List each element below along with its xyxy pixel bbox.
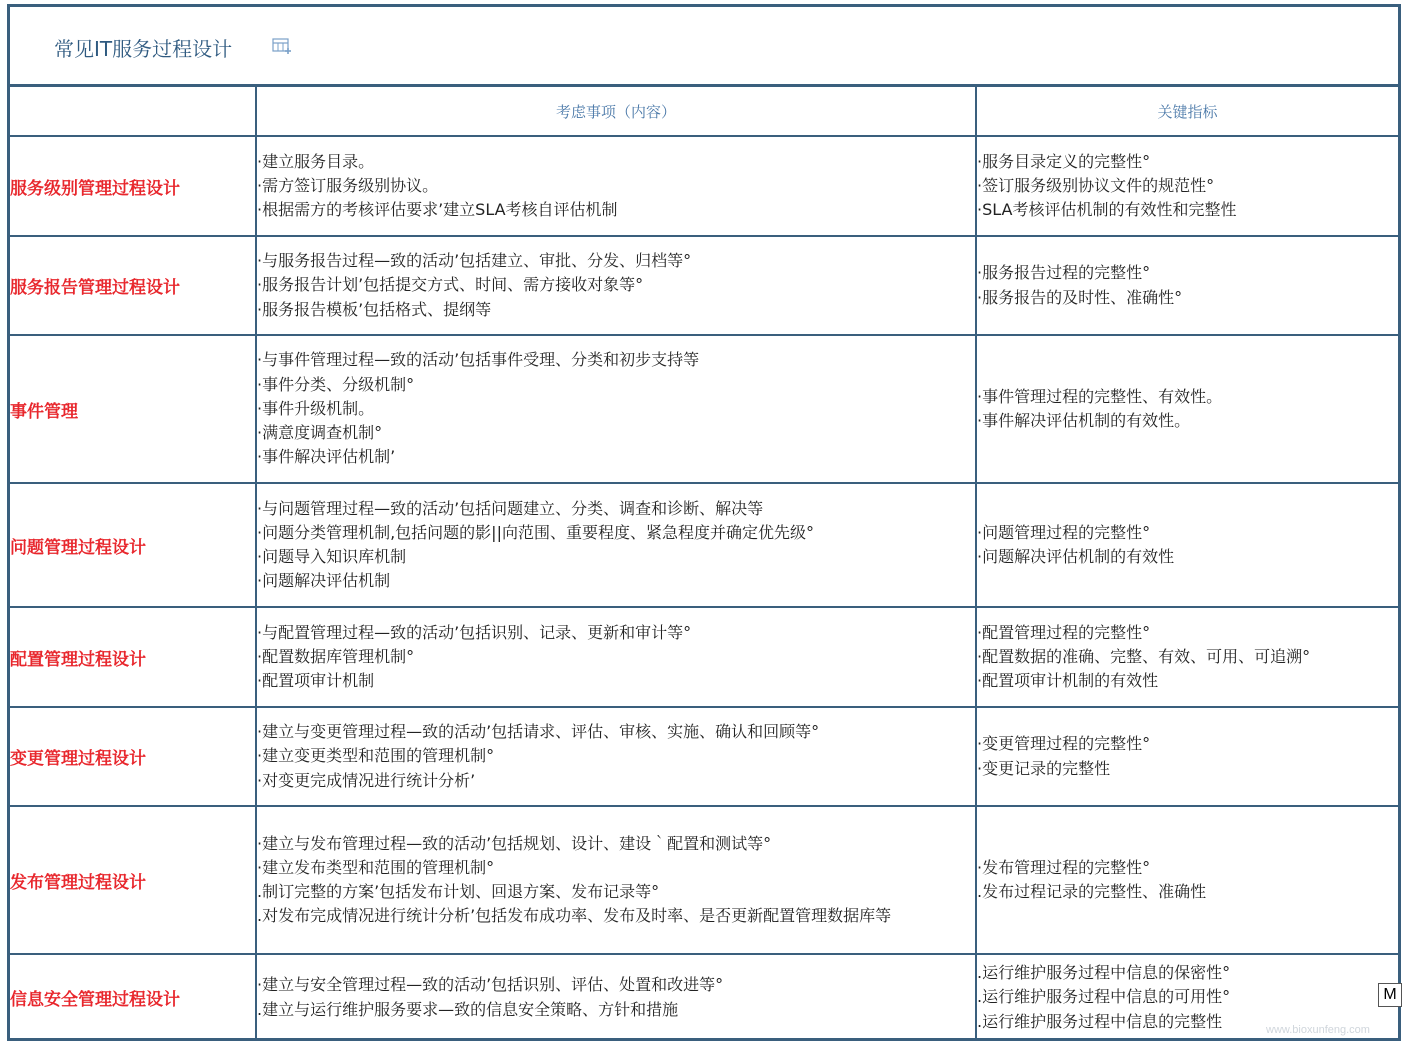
indicators-cell [976, 483, 1398, 607]
list-item: ·满意度调查机制° [257, 423, 383, 443]
header-considerations: 考虑事项（内容） [256, 87, 976, 136]
considerations-cell [256, 954, 976, 1040]
list-item: ·事件升级机制。 [257, 398, 375, 418]
row-name: 问题管理过程设计 [10, 483, 256, 607]
table-row [10, 607, 1398, 707]
list-item: ·建立与安全管理过程—致的活动’包括识别、评估、处置和改进等° [257, 975, 724, 995]
list-item: ·问题管理过程的完整性° [977, 522, 1151, 542]
list-item: ·事件解决评估机制的有效性。 [977, 411, 1191, 430]
list-item: ·服务报告的及时性、准确性° [977, 287, 1183, 307]
watermark: www.bioxunfeng.com [1266, 1024, 1370, 1036]
list-item: ·配置数据库管理机制° [257, 646, 415, 666]
table-row [10, 707, 1398, 806]
list-item: .对发布完成情况进行统计分析’包括发布成功率、发布及时率、是否更新配置管理数据库等 [257, 906, 892, 926]
indicators-cell [976, 136, 1398, 236]
list-item: .运行维护服务过程中信息的可用性° [977, 987, 1231, 1007]
list-item: ·配置项审计机制 [257, 671, 375, 691]
considerations-cell [256, 136, 976, 236]
list-item: ·问题解决评估机制 [257, 571, 391, 591]
table-row [10, 806, 1398, 954]
list-item: ·服务报告过程的完整性° [977, 263, 1151, 283]
list-item: ·与事件管理过程—致的活动’包括事件受理、分类和初步支持等 [257, 350, 700, 370]
list-item: ·事件管理过程的完整性、有效性。 [977, 386, 1223, 406]
page-title: 常见IT服务过程设计 [54, 37, 233, 61]
list-item: ·问题分类管理机制,包括问题的影||向范围、重要程度、紧急程度并确定优先级° [257, 522, 814, 542]
considerations-cell [256, 236, 976, 335]
row-name: 配置管理过程设计 [10, 607, 256, 707]
considerations-cell [256, 335, 976, 483]
list-item: .发布过程记录的完整性、准确性 [977, 882, 1207, 901]
list-item: ·建立与发布管理过程—致的活动’包括规划、设计、建设｀配置和测试等° [257, 833, 772, 853]
table-row [10, 136, 1398, 236]
list-item: ·发布管理过程的完整性° [977, 857, 1151, 877]
considerations-cell [256, 806, 976, 954]
list-item: ·变更管理过程的完整性° [977, 734, 1151, 754]
list-item: .制订完整的方案’包括发布计划、回退方案、发布记录等° [257, 882, 660, 901]
list-item: ·配置数据的准确、完整、有效、可用、可追溯° [977, 646, 1311, 666]
row-name: 服务报告管理过程设计 [10, 236, 256, 335]
title-bar [10, 7, 1398, 87]
list-item: ·事件解决评估机制’ [257, 447, 396, 467]
indicators-cell [976, 707, 1398, 806]
row-name: 变更管理过程设计 [10, 707, 256, 806]
indicators-cell [976, 335, 1398, 483]
considerations-cell [256, 483, 976, 607]
table-row [10, 236, 1398, 335]
list-item: ·对变更完成情况进行统计分析’ [257, 770, 476, 790]
list-item: ·需方签订服务级别协议。 [257, 175, 439, 195]
list-item: ·建立服务目录。 [257, 151, 375, 171]
list-item: ·与服务报告过程—致的活动’包括建立、审批、分发、归档等° [257, 251, 692, 271]
list-item: .运行维护服务过程中信息的完整性 [977, 1011, 1223, 1031]
list-item: ·建立与变更管理过程—致的活动’包括请求、评估、审核、实施、确认和回顾等° [257, 722, 820, 742]
row-name: 发布管理过程设计 [10, 806, 256, 954]
list-item: ·签订服务级别协议文件的规范性° [977, 175, 1215, 195]
list-item: .运行维护服务过程中信息的保密性° [977, 963, 1231, 983]
list-item: ·服务报告模板’包括格式、提纲等 [257, 299, 492, 319]
list-item: ·事件分类、分级机制° [257, 374, 415, 394]
row-name: 服务级别管理过程设计 [10, 136, 256, 236]
list-item: ·问题解决评估机制的有效性 [977, 547, 1175, 566]
list-item: ·SLA考核评估机制的有效性和完整性 [977, 200, 1237, 220]
list-item: ·与配置管理过程—致的活动’包括识别、记录、更新和审计等° [257, 622, 692, 642]
m-badge[interactable]: M [1378, 983, 1402, 1007]
row-name: 事件管理 [10, 335, 256, 483]
indicators-cell [976, 806, 1398, 954]
indicators-cell [976, 236, 1398, 335]
table-row [10, 954, 1398, 1040]
list-item: ·服务报告计划’包括提交方式、时间、需方接收对象等° [257, 275, 644, 295]
considerations-cell [256, 607, 976, 707]
row-name: 信息安全管理过程设计 [10, 954, 256, 1040]
considerations-cell [256, 707, 976, 806]
header-row [10, 87, 1398, 136]
list-item: ·根据需方的考核评估要求’建立SLA考核自评估机制 [257, 200, 618, 220]
list-item: ·配置项审计机制的有效性 [977, 671, 1159, 691]
list-item: ·服务目录定义的完整性° [977, 151, 1151, 171]
table-row [10, 483, 1398, 607]
list-item: .建立与运行维护服务要求—致的信息安全策略、方针和措施 [257, 999, 679, 1019]
header-indicators: 关键指标 [976, 87, 1398, 136]
list-item: ·变更记录的完整性 [977, 758, 1111, 778]
content-frame [7, 4, 1401, 1041]
list-item: ·问题导入知识库机制 [257, 547, 407, 566]
list-item: ·建立变更类型和范围的管理机制° [257, 746, 495, 766]
list-item: ·配置管理过程的完整性° [977, 622, 1151, 642]
list-item: ·建立发布类型和范围的管理机制° [257, 857, 495, 877]
header-name [10, 87, 256, 136]
process-table [10, 87, 1398, 1040]
list-item: ·与问题管理过程—致的活动’包括问题建立、分类、调查和诊断、解决等 [257, 498, 764, 518]
table-row [10, 335, 1398, 483]
indicators-cell [976, 607, 1398, 707]
table-add-icon[interactable] [272, 37, 292, 55]
